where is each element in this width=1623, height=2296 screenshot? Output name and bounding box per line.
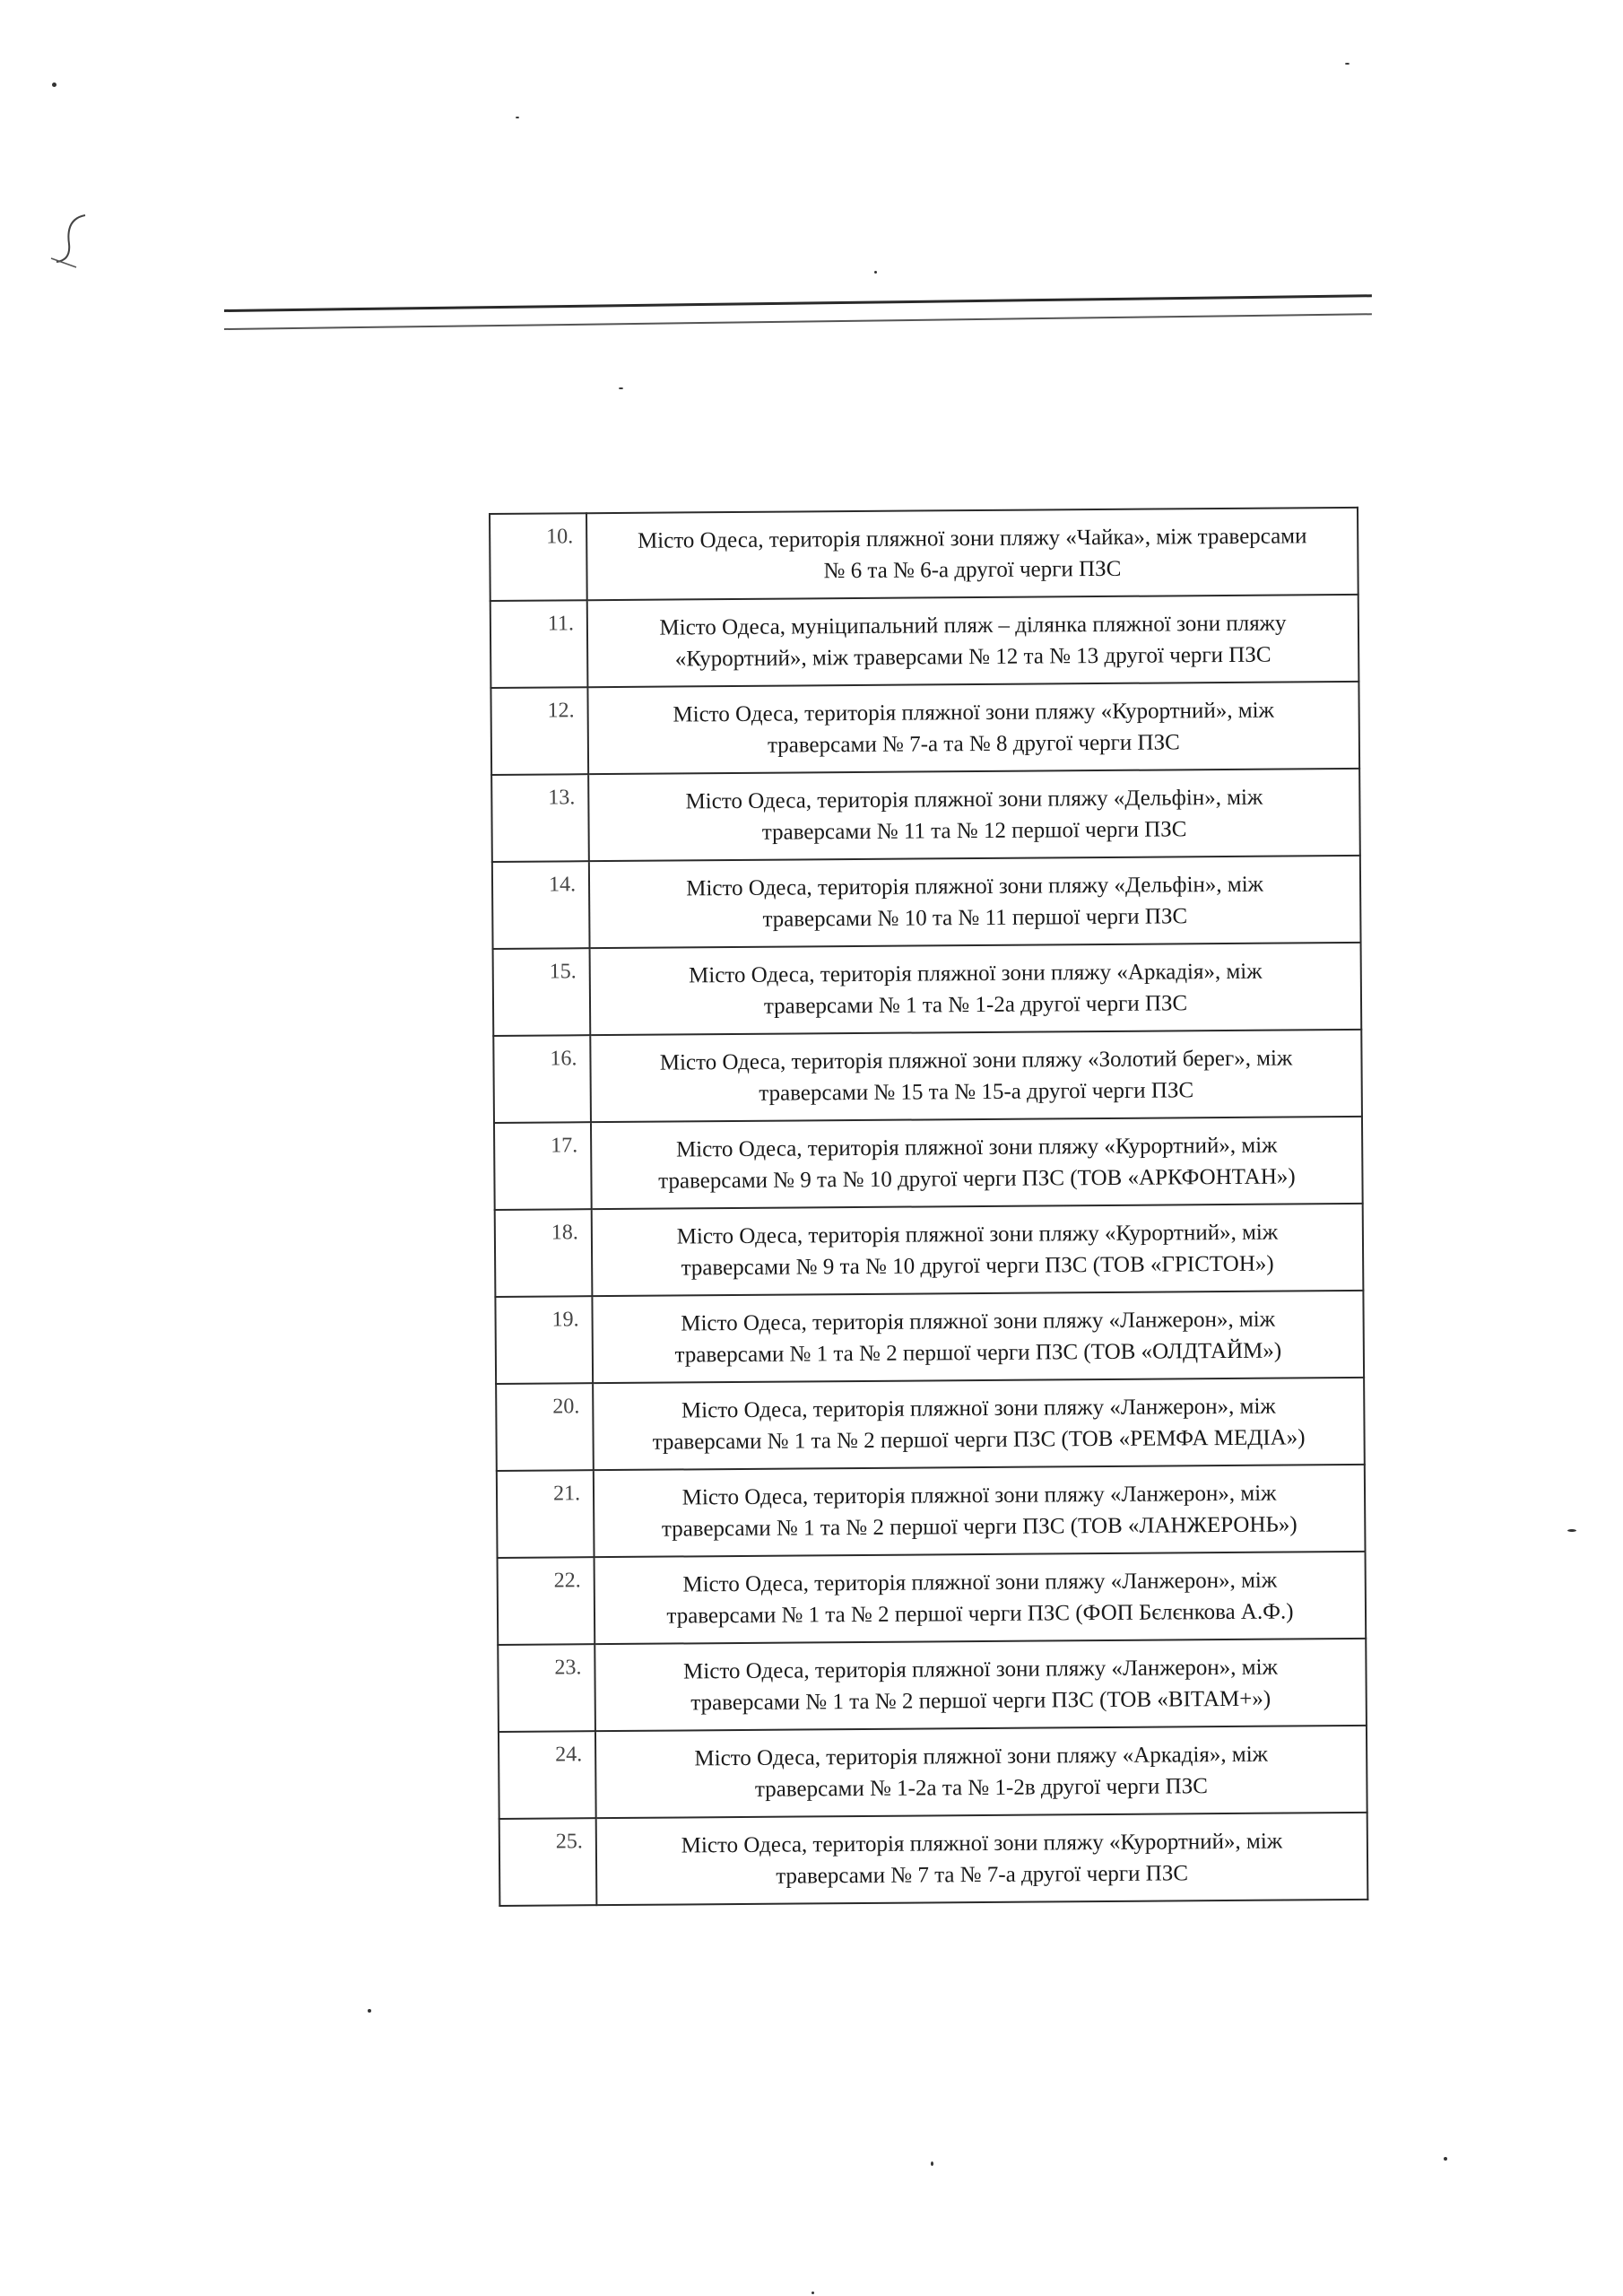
scan-speck bbox=[1345, 63, 1350, 65]
description-line: Місто Одеса, муніципальний пляж – ділянка пляжної зони пляжу bbox=[659, 610, 1287, 640]
row-description bbox=[594, 1465, 1366, 1557]
row-description bbox=[596, 1813, 1368, 1905]
table-row bbox=[490, 682, 1359, 775]
table-row bbox=[499, 1726, 1367, 1819]
table-row bbox=[490, 508, 1358, 601]
scan-speck bbox=[52, 83, 56, 87]
description-line: Місто Одеса, територія пляжної зони пляжу «Курортний», між bbox=[675, 1133, 1278, 1161]
table-row bbox=[497, 1465, 1366, 1558]
row-description bbox=[588, 769, 1360, 861]
row-number: 23. bbox=[498, 1644, 595, 1732]
row-description bbox=[587, 682, 1359, 774]
description-line: Місто Одеса, територія пляжної зони пляжу «Ланжерон», між bbox=[681, 1307, 1276, 1335]
description-line: траверсами № 1 та № 2 першої черги ПЗС (ТОВ «РЕМФА МЕДІА») bbox=[652, 1424, 1306, 1455]
row-description bbox=[587, 595, 1359, 687]
beach-zones-table bbox=[489, 507, 1368, 1907]
description-line: траверсами № 1-2а та № 1-2в другої черги ПЗС bbox=[754, 1773, 1208, 1802]
description-line: траверсами № 1 та № 2 першої черги ПЗС (ФОП Бєлєнкова А.Ф.) bbox=[666, 1598, 1294, 1629]
row-description bbox=[586, 508, 1358, 600]
row-description bbox=[589, 856, 1361, 948]
table-row bbox=[495, 1204, 1364, 1297]
row-number: 22. bbox=[498, 1557, 595, 1645]
description-line: траверсами № 1 та № 2 першої черги ПЗС (ТОВ «ОЛДТАЙМ») bbox=[674, 1338, 1282, 1368]
description-line: № 6 та № 6-а другої черги ПЗС bbox=[823, 556, 1122, 583]
table-row bbox=[493, 943, 1362, 1036]
table-row bbox=[499, 1813, 1368, 1906]
description-line: Місто Одеса, територія пляжної зони пляжу «Курортний», між bbox=[676, 1220, 1279, 1248]
row-description bbox=[595, 1726, 1367, 1818]
row-description bbox=[590, 943, 1362, 1035]
row-number: 24. bbox=[499, 1731, 596, 1819]
header-rule-thin bbox=[224, 313, 1372, 330]
row-number: 15. bbox=[493, 948, 591, 1036]
row-number: 12. bbox=[490, 687, 588, 775]
row-description bbox=[592, 1291, 1364, 1383]
description-line: траверсами № 9 та № 10 другої черги ПЗС (ТОВ «ГРІСТОН») bbox=[681, 1251, 1274, 1280]
description-line: Місто Одеса, територія пляжної зони пляжу «Ланжерон», між bbox=[683, 1655, 1278, 1683]
description-line: Місто Одеса, територія пляжної зони пляжу «Дельфін», між bbox=[686, 872, 1263, 900]
description-line: траверсами № 1 та № 2 першої черги ПЗС (ТОВ «ВІТАМ+») bbox=[690, 1686, 1271, 1715]
description-line: Місто Одеса, територія пляжної зони пляжу «Ланжерон», між bbox=[681, 1394, 1276, 1422]
row-number: 20. bbox=[496, 1383, 594, 1471]
pen-stroke-mark bbox=[49, 208, 103, 271]
description-line: Місто Одеса, територія пляжної зони пляжу «Ланжерон», між bbox=[682, 1568, 1278, 1596]
description-line: траверсами № 7 та № 7-а другої черги ПЗС bbox=[776, 1860, 1189, 1889]
description-line: Місто Одеса, територія пляжної зони пляжу «Курортний», між bbox=[681, 1829, 1283, 1857]
beach-table bbox=[489, 507, 1368, 1907]
scan-speck bbox=[812, 2292, 814, 2294]
description-line: траверсами № 1 та № 2 першої черги ПЗС (ТОВ «ЛАНЖЕРОНЬ») bbox=[661, 1511, 1298, 1542]
table-row bbox=[493, 1030, 1362, 1123]
row-number: 16. bbox=[493, 1035, 591, 1123]
description-line: Місто Одеса, територія пляжної зони пляжу «Ланжерон», між bbox=[681, 1481, 1277, 1509]
row-description bbox=[592, 1204, 1364, 1296]
table-row bbox=[492, 856, 1361, 949]
description-line: траверсами № 9 та № 10 другої черги ПЗС (ТОВ «АРКФОНТАН») bbox=[658, 1163, 1296, 1194]
row-description bbox=[591, 1117, 1363, 1209]
row-number: 25. bbox=[499, 1818, 597, 1906]
table-row bbox=[496, 1378, 1365, 1471]
row-number: 17. bbox=[494, 1122, 592, 1210]
description-line: Місто Одеса, територія пляжної зони пляжу «Золотий берег», між bbox=[659, 1045, 1293, 1075]
table-row bbox=[498, 1552, 1367, 1645]
scan-speck bbox=[516, 117, 519, 118]
description-line: Місто Одеса, територія пляжної зони пляжу «Чайка», між траверсами bbox=[637, 523, 1307, 553]
scan-speck bbox=[1567, 1529, 1576, 1532]
row-number: 18. bbox=[495, 1209, 593, 1297]
table-row bbox=[491, 769, 1360, 862]
description-line: Місто Одеса, територія пляжної зони пляжу «Аркадія», між bbox=[694, 1742, 1268, 1770]
description-line: Місто Одеса, територія пляжної зони пляжу «Дельфін», між bbox=[685, 785, 1263, 813]
row-number: 10. bbox=[490, 513, 587, 601]
table-row bbox=[495, 1291, 1364, 1384]
scan-speck bbox=[368, 2009, 371, 2013]
description-line: траверсами № 1 та № 1-2а другої черги ПЗС bbox=[763, 990, 1188, 1019]
description-line: траверсами № 7-а та № 8 другої черги ПЗС bbox=[767, 729, 1180, 758]
description-line: Місто Одеса, територія пляжної зони пляжу «Аркадія», між bbox=[688, 959, 1263, 987]
row-description bbox=[590, 1030, 1362, 1122]
scan-speck bbox=[931, 2161, 933, 2166]
description-line: траверсами № 15 та № 15-а другої черги ПЗС bbox=[759, 1077, 1194, 1106]
table-row bbox=[498, 1639, 1367, 1732]
row-description bbox=[595, 1639, 1367, 1731]
scan-speck bbox=[874, 271, 877, 274]
description-line: траверсами № 10 та № 11 першої черги ПЗС bbox=[762, 903, 1188, 932]
scan-speck bbox=[619, 387, 623, 389]
description-line: Місто Одеса, територія пляжної зони пляжу «Курортний», між bbox=[673, 698, 1274, 726]
row-number: 13. bbox=[491, 774, 589, 862]
description-line: «Курортний», між траверсами № 12 та № 13 другої черги ПЗС bbox=[674, 642, 1271, 671]
row-description bbox=[593, 1378, 1365, 1470]
table-row bbox=[494, 1117, 1363, 1210]
row-description bbox=[595, 1552, 1367, 1644]
header-rule bbox=[224, 294, 1372, 312]
scan-speck bbox=[1444, 2157, 1447, 2161]
description-line: траверсами № 11 та № 12 першої черги ПЗС bbox=[761, 816, 1187, 845]
row-number: 11. bbox=[490, 600, 588, 688]
table-row bbox=[490, 595, 1359, 688]
row-number: 19. bbox=[495, 1296, 593, 1384]
row-number: 14. bbox=[492, 861, 590, 949]
row-number: 21. bbox=[497, 1470, 595, 1558]
